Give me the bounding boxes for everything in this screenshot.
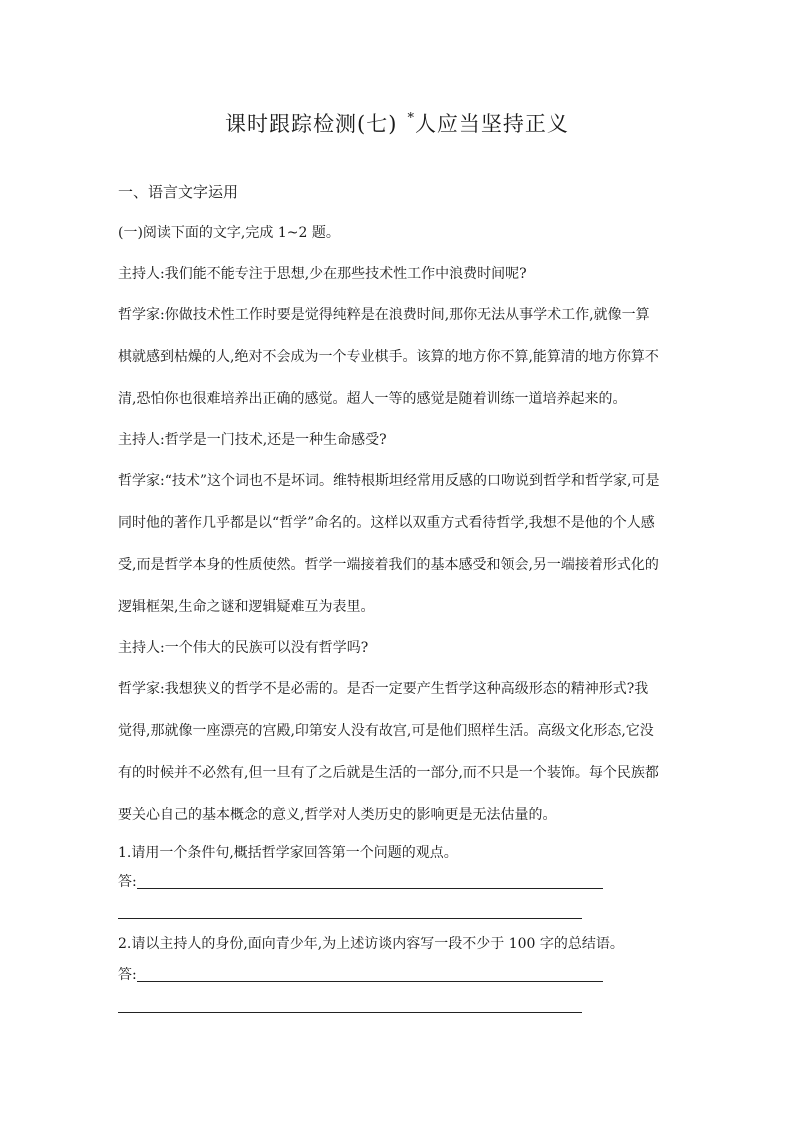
dialogue-line: 逻辑框架,生命之谜和逻辑疑难互为表里。 — [118, 599, 375, 615]
dialogue-line: 受,而是哲学本身的性质使然。哲学一端接着我们的基本感受和领会,另一端接着形式化的 — [118, 557, 659, 573]
dialogue-line: 棋就感到枯燥的人,绝对不会成为一个专业棋手。该算的地方你不算,能算清的地方你算不 — [118, 349, 659, 365]
reading-instruction: (一)阅读下面的文字,完成 1~2 题。 — [118, 225, 340, 241]
dialogue-line: 哲学家:我想狭义的哲学不是必需的。是否一定要产生哲学这种高级形态的精神形式?我 — [118, 681, 649, 697]
dialogue-line: 同时他的著作几乎都是以“哲学”命名的。这样以双重方式看待哲学,我想不是他的个人感 — [118, 515, 655, 531]
title-star-mark: * — [407, 111, 415, 126]
answer-1-field[interactable] — [118, 872, 603, 892]
dialogue-line: 有的时候并不必然有,但一旦有了之后就是生活的一部分,而不只是一个装饰。每个民族都 — [118, 765, 659, 781]
page-title — [0, 104, 794, 139]
title-subtitle: 人应当坚持正义 — [414, 112, 569, 136]
dialogue-line: 清,恐怕你也很难培养出正确的感觉。超人一等的感觉是随着训练一道培养起来的。 — [118, 391, 627, 407]
title-main: 课时跟踪检测(七) — [225, 112, 398, 136]
dialogue-line: 哲学家:“技术”这个词也不是坏词。维特根斯坦经常用反感的口吻说到哲学和哲学家,可是 — [118, 473, 660, 489]
answer-1-line[interactable] — [137, 872, 603, 889]
dialogue-line: 要关心自己的基本概念的意义,哲学对人类历史的影响更是无法估量的。 — [118, 807, 557, 823]
dialogue-line: 哲学家:你做技术性工作时要是觉得纯粹是在浪费时间,那你无法从事学术工作,就像一算 — [118, 307, 650, 323]
dialogue-line: 主持人:一个伟大的民族可以没有哲学吗? — [118, 640, 369, 656]
answer-1-label: 答: — [118, 874, 137, 890]
question-1: 1.请用一个条件句,概括哲学家回答第一个问题的观点。 — [118, 845, 458, 861]
answer-2-field[interactable] — [118, 965, 603, 985]
dialogue-line: 觉得,那就像一座漂亮的宫殿,印第安人没有故宫,可是他们照样生活。高级文化形态,它没 — [118, 723, 654, 739]
dialogue-line: 主持人:哲学是一门技术,还是一种生命感受? — [118, 432, 387, 448]
answer-1-extra-line[interactable] — [118, 918, 582, 919]
section-heading: 一、语言文字运用 — [118, 183, 239, 201]
answer-2-label: 答: — [118, 967, 137, 983]
answer-2-line[interactable] — [137, 965, 603, 982]
question-2: 2.请以主持人的身份,面向青少年,为上述访谈内容写一段不少于 100 字的总结语。 — [118, 936, 624, 952]
dialogue-line: 主持人:我们能不能专注于思想,少在那些技术性工作中浪费时间呢? — [118, 266, 527, 282]
answer-2-extra-line[interactable] — [118, 1012, 582, 1013]
